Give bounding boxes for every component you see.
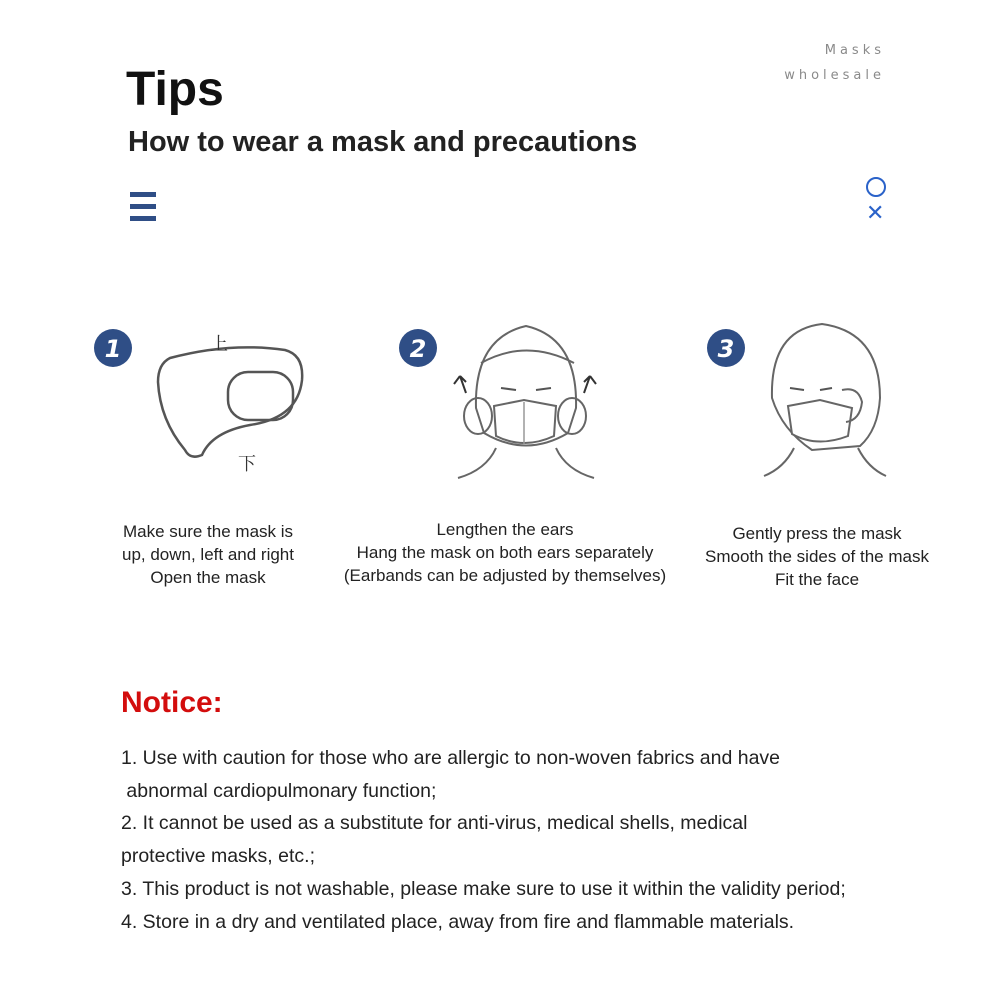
notice-line: 4. Store in a dry and ventilated place, away from fire and flammable materials. (121, 910, 795, 933)
step-2-illustration (396, 318, 616, 488)
caption-line: Lengthen the ears (436, 520, 574, 539)
notice-line: 3. This product is not washable, please make sure to use it within the validity period; (121, 877, 846, 900)
step-3-number: 3 (717, 335, 735, 363)
menu-icon (130, 192, 156, 226)
step-3-caption (686, 522, 948, 591)
notice-line: abnormal cardiopulmonary function; (121, 779, 437, 802)
mask-on-face (494, 400, 556, 443)
step-1-illustration (90, 320, 320, 490)
neck-line (764, 448, 886, 476)
page-title: Tips (126, 63, 224, 116)
hair-line (481, 351, 574, 364)
mask-on-face (788, 400, 852, 442)
mark-bottom: 下 (238, 454, 256, 475)
caption-line: Fit the face (774, 570, 860, 589)
step-1-number: 1 (104, 335, 122, 363)
brand-line-1: Masks (824, 43, 885, 58)
step-1-caption (98, 520, 318, 589)
notice-line: 2. It cannot be used as a substitute for anti-virus, medical shells, medical (121, 812, 748, 835)
arrow-right-icon (584, 376, 596, 393)
arrow-left-icon (454, 376, 466, 393)
mark-top: 上 (210, 334, 228, 355)
neck-line (458, 448, 594, 478)
eyes (790, 388, 832, 390)
page-subtitle: How to wear a mask and precautions (128, 126, 638, 158)
notice-heading: Notice: (121, 686, 223, 719)
circle-icon (866, 177, 886, 197)
step-2-number: 2 (409, 335, 427, 363)
ear-loop-right (558, 398, 586, 434)
brand-label (784, 38, 885, 88)
caption-line: Open the mask (150, 568, 266, 587)
notice-list (121, 742, 846, 938)
caption-line: Make sure the mask is (122, 522, 294, 541)
caption-line: Hang the mask on both ears separately (356, 543, 654, 562)
step-3-illustration (702, 318, 902, 488)
notice-line: protective masks, etc.; (121, 845, 315, 868)
step-2-caption (320, 518, 690, 587)
notice-line: 1. Use with caution for those who are allergic to non-woven fabrics and have (121, 747, 781, 769)
eyes (501, 388, 551, 390)
close-icon: ✕ (866, 201, 885, 226)
caption-line: Smooth the sides of the mask (705, 547, 929, 566)
caption-line: (Earbands can be adjusted by themselves) (343, 566, 667, 585)
caption-line: up, down, left and right (121, 545, 294, 564)
brand-line-2: wholesale (784, 68, 885, 83)
mask-outline (158, 347, 302, 456)
caption-line: Gently press the mask (732, 524, 902, 543)
